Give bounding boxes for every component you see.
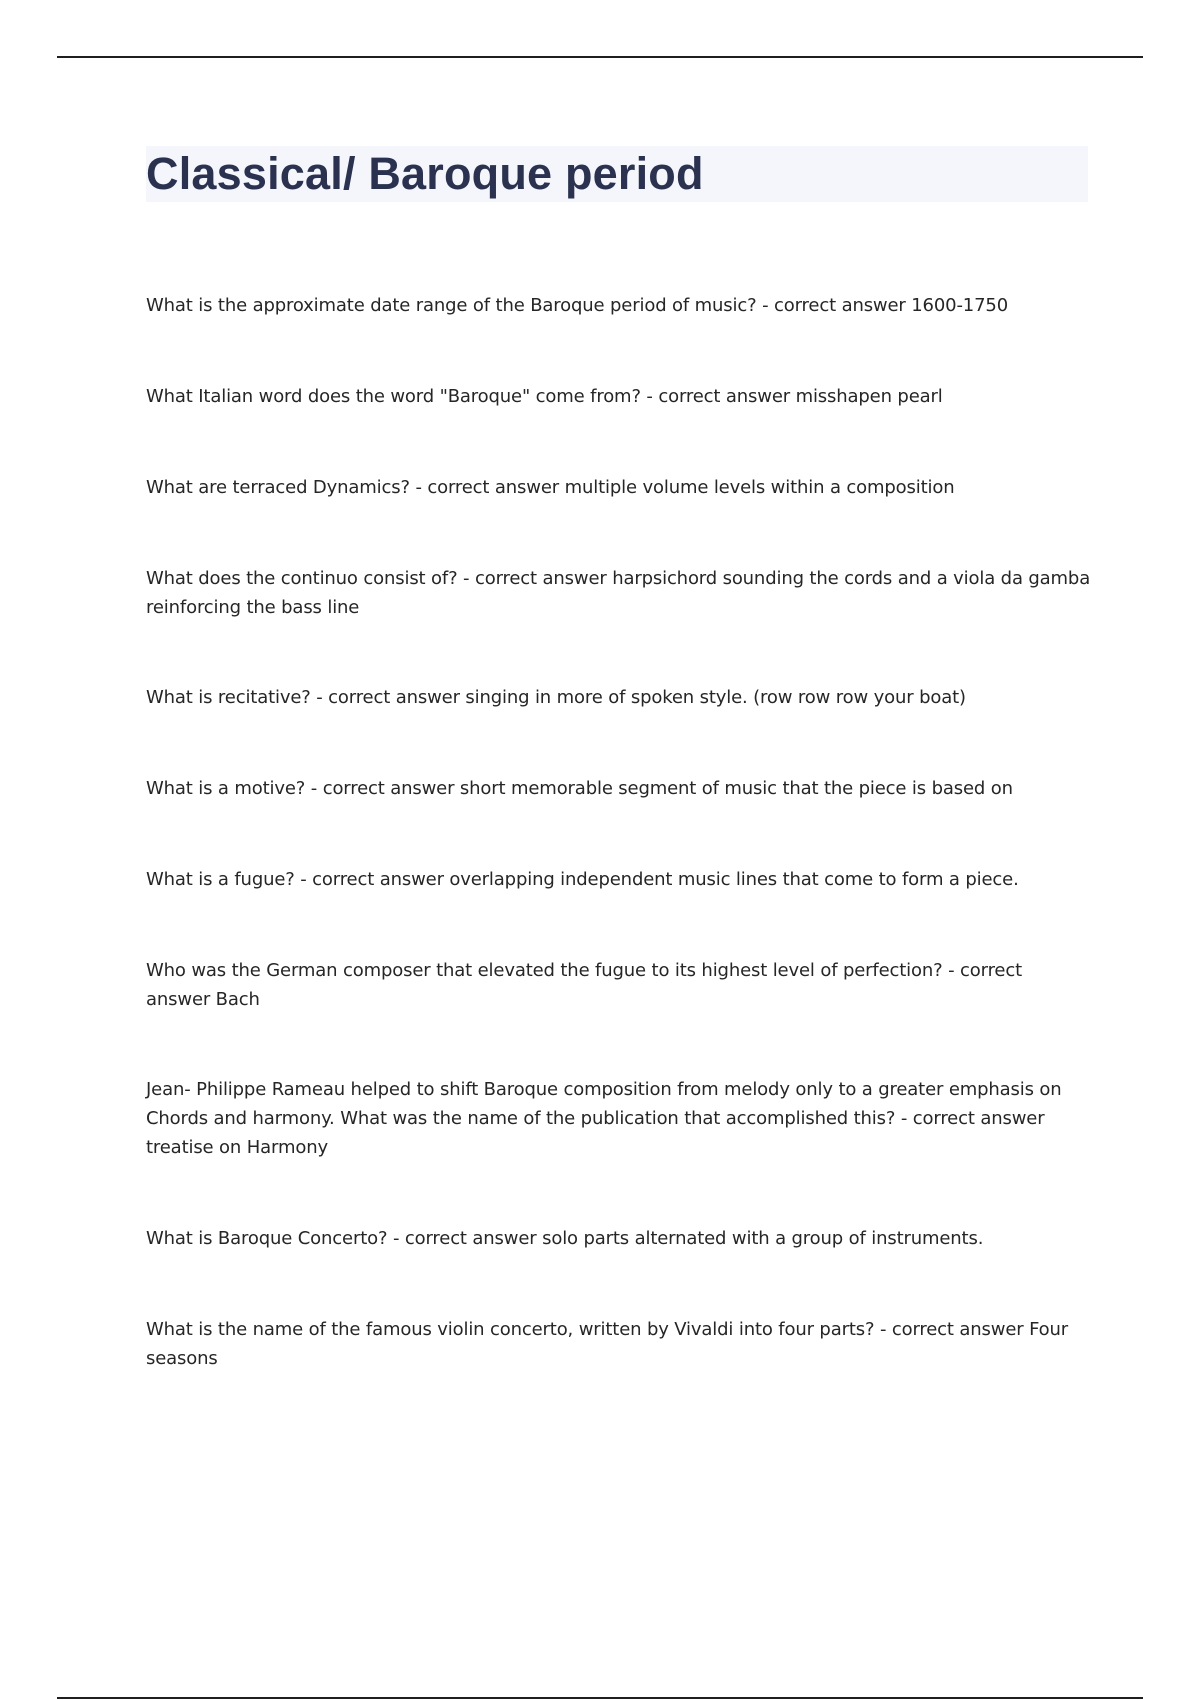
qa-item-7: What is a fugue? - correct answer overlapping independent music lines that come to form a piece. xyxy=(146,869,1019,890)
title-banner xyxy=(146,146,1088,202)
qa-item-11: What is the name of the famous violin concerto, written by Vivaldi into four parts? - correct answer Four seasons xyxy=(146,1319,1069,1369)
bottom-rule xyxy=(57,1697,1143,1699)
top-rule xyxy=(57,56,1143,58)
qa-item-8: Who was the German composer that elevated the fugue to its highest level of perfection? - correct answer Bach xyxy=(146,960,1023,1010)
qa-item-6: What is a motive? - correct answer short memorable segment of music that the piece is based on xyxy=(146,778,1013,799)
qa-item-10: What is Baroque Concerto? - correct answer solo parts alternated with a group of instruments. xyxy=(146,1228,984,1249)
qa-item-3: What are terraced Dynamics? - correct answer multiple volume levels within a composition xyxy=(146,477,955,498)
qa-item-2: What Italian word does the word "Baroque" come from? - correct answer misshapen pearl xyxy=(146,386,943,407)
qa-item-9: Jean- Philippe Rameau helped to shift Baroque composition from melody only to a greater emphasis on Chords and harmony. What was the name of the publication that accomplished this? - correct answer treatise on Harmony xyxy=(146,1079,1062,1158)
page-title: Classical/ Baroque period xyxy=(146,148,704,199)
qa-item-5: What is recitative? - correct answer singing in more of spoken style. (row row row your boat) xyxy=(146,687,966,708)
qa-item-4: What does the continuo consist of? - correct answer harpsichord sounding the cords and a viola da gamba reinforcing the bass line xyxy=(146,568,1091,618)
qa-item-1: What is the approximate date range of the Baroque period of music? - correct answer 1600-1750 xyxy=(146,295,1009,316)
